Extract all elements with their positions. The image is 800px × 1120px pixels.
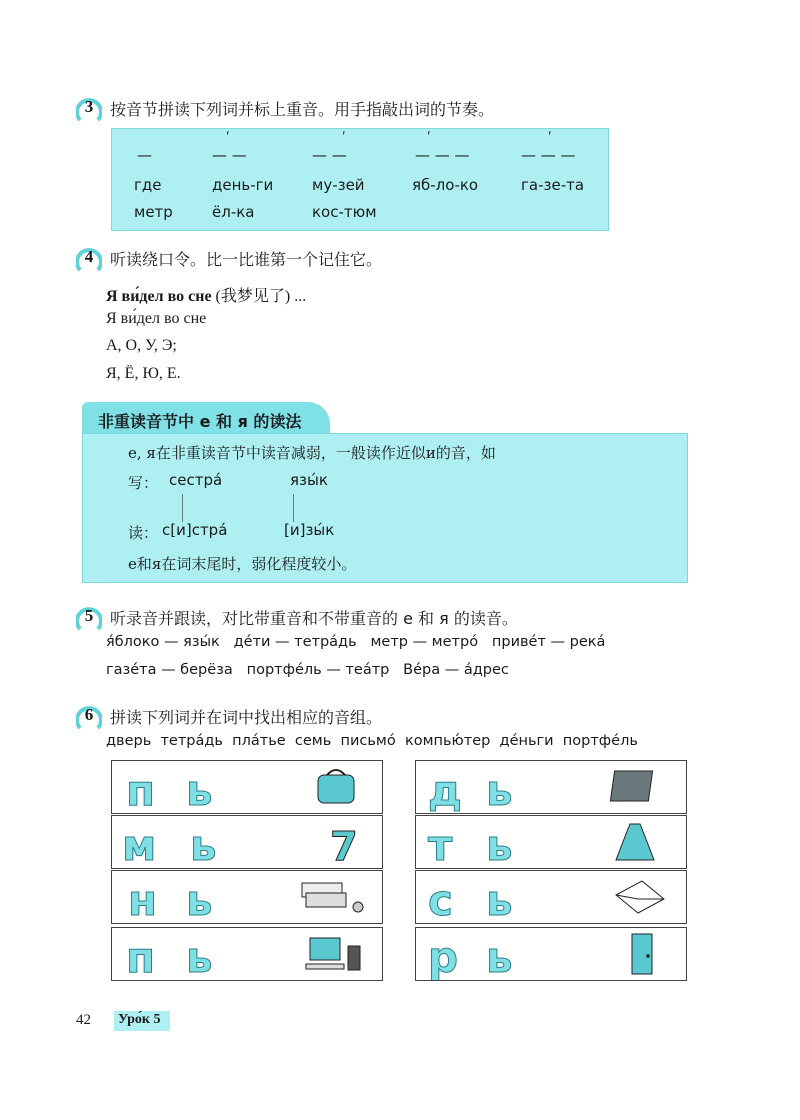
note-line: е和я在词末尾时，弱化程度较小。: [128, 555, 357, 573]
word-list: дверь тетра́дь пла́тье семь письмо́ компью́тер де́ньги портфе́ль: [106, 733, 638, 749]
stress-mark: ʹ: [342, 131, 346, 146]
svg-text:ь: ь: [186, 876, 213, 923]
exercise-number-badge: [76, 700, 102, 730]
computer-icon: [306, 938, 360, 970]
svg-text:ь: ь: [186, 766, 213, 813]
svg-text:7: 7: [330, 824, 358, 868]
svg-text:р: р: [428, 933, 459, 980]
sound-tile: [415, 815, 687, 869]
stress-mark: ʹ: [548, 131, 552, 146]
syllable-word: му-зей: [312, 176, 365, 194]
page-number: 42: [76, 1012, 91, 1028]
note-title: 非重读音节中 е 和 я 的读法: [98, 412, 302, 431]
letter-icon: [616, 881, 664, 913]
syllable-word: кос-тюм: [312, 203, 377, 221]
stress-mark: ʹ: [226, 131, 230, 146]
rhythm-pattern: —: [137, 146, 152, 164]
sound-tile: [415, 870, 687, 924]
rhythm-pattern: — — —: [521, 146, 576, 164]
stress-mark: ʹ: [427, 131, 431, 146]
exercise-number-badge: [76, 242, 102, 272]
svg-text:п: п: [126, 933, 156, 980]
svg-text:д: д: [428, 766, 462, 813]
connector-line: [182, 494, 183, 522]
svg-text:с: с: [428, 876, 453, 923]
title-rest: (我梦见了) ...: [211, 288, 307, 305]
money-icon: [302, 883, 363, 912]
pronunciation: с[и]стра́: [162, 521, 228, 539]
syllable-word: ёл-ка: [212, 203, 255, 221]
tongue-twister-title: [106, 283, 306, 306]
title-bold: Я ви́дел во сне: [106, 288, 212, 305]
sound-tile: [415, 760, 687, 814]
tongue-twister-line: Я ви́дел во сне: [106, 310, 207, 327]
bag-icon: [318, 770, 354, 803]
sound-tile: [111, 870, 383, 924]
exercise-number: 4: [84, 247, 94, 266]
connector-line: [293, 494, 294, 522]
tongue-twister-line: А, О, У, Э;: [106, 337, 177, 354]
note-line: е, я在非重读音节中读音减弱，一般读作近似и的音，如: [128, 444, 496, 462]
svg-text:ь: ь: [486, 933, 513, 980]
notebook-icon: [610, 771, 652, 801]
svg-text:ь: ь: [486, 821, 513, 868]
dress-icon: [616, 824, 654, 860]
example-word: язы́к: [290, 471, 328, 489]
rhythm-pattern: — — —: [415, 146, 470, 164]
sound-tile: [111, 927, 383, 981]
syllable-word: метр: [134, 203, 173, 221]
exercise-instruction: 听读绕口令。比一比谁第一个记住它。: [110, 250, 383, 269]
svg-text:т: т: [428, 821, 453, 868]
exercise-instruction: 听录音并跟读，对比带重音和不带重音的 е 和 я 的读音。: [110, 609, 518, 628]
read-label: 读：: [128, 524, 159, 542]
svg-text:ь: ь: [486, 876, 513, 923]
rhythm-pattern: — —: [212, 146, 247, 164]
sound-tile: [415, 927, 687, 981]
exercise-number-badge: [76, 601, 102, 631]
lesson-label: Уро́к 5: [118, 1012, 161, 1027]
example-word: сестра́: [169, 471, 223, 489]
rhythm-pattern: — —: [312, 146, 347, 164]
svg-text:ь: ь: [486, 766, 513, 813]
word-pairs-line: я́блоко — язы́к де́ти — тетра́дь метр — метро́ приве́т — река́: [106, 634, 606, 650]
syllable-word: яб-ло-ко: [412, 176, 479, 194]
word-pairs-line: газе́та — берёза портфе́ль — теа́тр Ве́ра — а́дрес: [106, 662, 509, 678]
exercise-number: 6: [84, 705, 94, 724]
exercise-number: 3: [84, 97, 94, 116]
sound-tile: [111, 760, 383, 814]
syllable-word: день-ги: [212, 176, 274, 194]
sound-tile: [111, 815, 383, 869]
tongue-twister-line: Я, Ё, Ю, Е.: [106, 365, 181, 382]
door-icon: [632, 934, 652, 974]
syllable-word: га-зе-та: [521, 176, 585, 194]
exercise-number: 5: [84, 606, 94, 625]
seven-icon: [330, 824, 358, 868]
svg-text:н: н: [128, 876, 158, 923]
syllable-word: где: [134, 176, 162, 194]
pronunciation: [и]зы́к: [284, 521, 335, 539]
svg-text:п: п: [126, 766, 156, 813]
svg-text:ь: ь: [186, 933, 213, 980]
write-label: 写：: [128, 474, 159, 492]
exercise-number-badge: [76, 92, 102, 122]
exercise-instruction: 按音节拼读下列词并标上重音。用手指敲出词的节奏。: [110, 100, 495, 119]
svg-text:м: м: [122, 821, 157, 868]
exercise-instruction: 拼读下列词并在词中找出相应的音组。: [110, 708, 383, 727]
svg-text:ь: ь: [190, 821, 217, 868]
